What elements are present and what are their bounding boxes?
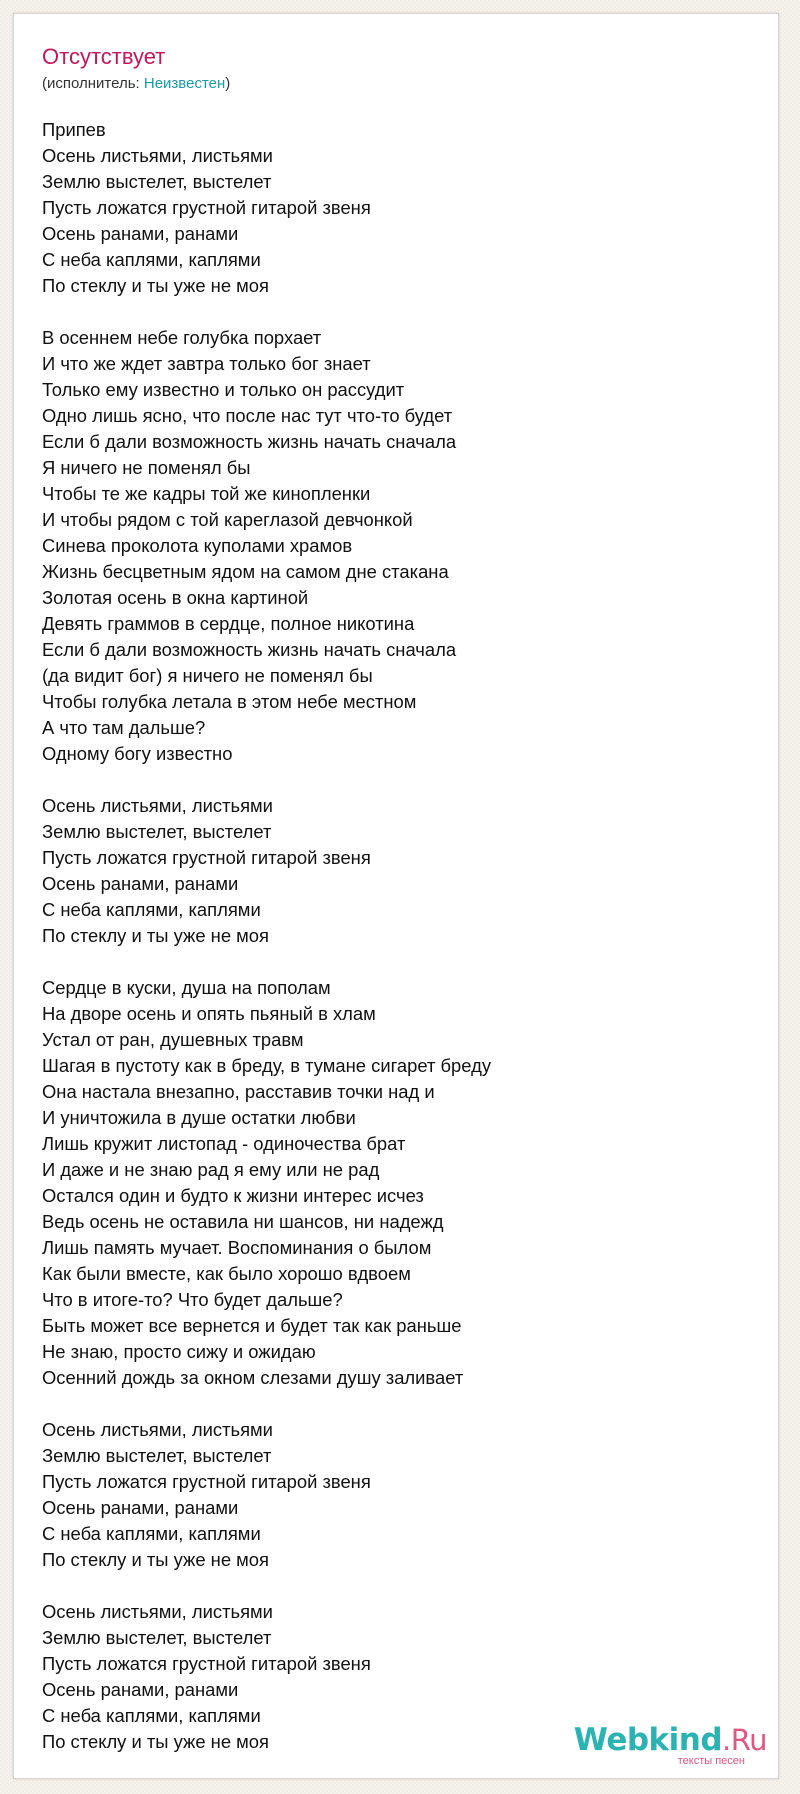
stanza-break xyxy=(42,299,762,325)
lyric-line: Пусть ложатся грустной гитарой звеня xyxy=(42,1471,371,1492)
lyric-line: На дворе осень и опять пьяный в хлам xyxy=(42,1003,376,1024)
lyric-line: С неба каплями, каплями xyxy=(42,899,261,920)
lyric-line: По стеклу и ты уже не моя xyxy=(42,925,269,946)
artist-line xyxy=(42,74,230,94)
lyric-line: По стеклу и ты уже не моя xyxy=(42,1549,269,1570)
webkind-logo[interactable] xyxy=(574,1723,767,1767)
song-title: Отсутствует xyxy=(42,44,166,69)
lyric-line: Осень ранами, ранами xyxy=(42,223,239,244)
lyric-line: И чтобы рядом с той кареглазой девчонкой xyxy=(42,509,413,530)
lyric-line: По стеклу и ты уже не моя xyxy=(42,1731,269,1752)
lyric-line: С неба каплями, каплями xyxy=(42,249,261,270)
stanza-break xyxy=(42,767,762,793)
lyric-line: Чтобы те же кадры той же кинопленки xyxy=(42,483,371,504)
lyric-line: Землю выстелет, выстелет xyxy=(42,821,272,842)
lyric-line: С неба каплями, каплями xyxy=(42,1523,261,1544)
lyric-line: Одно лишь ясно, что после нас тут что-то будет xyxy=(42,405,453,426)
lyric-line: Золотая осень в окна картиной xyxy=(42,587,309,608)
lyric-line: Припев xyxy=(42,119,106,140)
lyric-line: Осень листьями, листьями xyxy=(42,145,273,166)
lyric-line: Синева проколота куполами храмов xyxy=(42,535,353,556)
lyric-line: Осень ранами, ранами xyxy=(42,1497,239,1518)
lyric-line: Остался один и будто к жизни интерес исчез xyxy=(42,1185,424,1206)
logo-brand: Webkind xyxy=(573,1722,723,1758)
lyric-line: Осень ранами, ранами xyxy=(42,1679,239,1700)
lyric-line: Лишь память мучает. Воспоминания о былом xyxy=(42,1237,432,1258)
lyric-line: И уничтожила в душе остатки любви xyxy=(42,1107,356,1128)
lyric-line: Лишь кружит листопад - одиночества брат xyxy=(42,1133,406,1154)
logo-wordmark xyxy=(574,1723,767,1757)
stanza-break xyxy=(42,1573,762,1599)
lyrics-body xyxy=(42,117,762,1755)
stanza-break xyxy=(42,1391,762,1417)
lyric-line: Устал от ран, душевных травм xyxy=(42,1029,304,1050)
lyric-line: Как были вместе, как было хорошо вдвоем xyxy=(42,1263,411,1284)
logo-suffix: .Ru xyxy=(722,1723,767,1757)
lyric-line: Быть может все вернется и будет так как раньше xyxy=(42,1315,462,1336)
lyric-line: Шагая в пустоту как в бреду, в тумане сигарет бреду xyxy=(42,1055,492,1076)
lyric-line: И что же ждет завтра только бог знает xyxy=(42,353,371,374)
lyric-line: Осень листьями, листьями xyxy=(42,1601,273,1622)
lyric-line: Пусть ложатся грустной гитарой звеня xyxy=(42,1653,371,1674)
artist-link[interactable]: Неизвестен xyxy=(143,75,226,92)
lyric-line: И даже и не знаю рад я ему или не рад xyxy=(42,1159,380,1180)
lyric-line: Если б дали возможность жизнь начать сначала xyxy=(42,639,457,660)
logo-tagline: тексты песен xyxy=(677,1755,745,1767)
lyric-line: Сердце в куски, душа на пополам xyxy=(42,977,331,998)
lyric-line: А что там дальше? xyxy=(42,717,206,738)
lyric-line: Одному богу известно xyxy=(42,743,233,764)
lyric-line: Если б дали возможность жизнь начать сначала xyxy=(42,431,457,452)
lyric-line: В осеннем небе голубка порхает xyxy=(42,327,322,348)
lyric-line: По стеклу и ты уже не моя xyxy=(42,275,269,296)
lyric-line: Землю выстелет, выстелет xyxy=(42,1445,272,1466)
lyric-line: Осень листьями, листьями xyxy=(42,795,273,816)
lyric-line: Ведь осень не оставила ни шансов, ни надежд xyxy=(42,1211,444,1232)
lyric-line: Она настала внезапно, расставив точки над и xyxy=(42,1081,435,1102)
lyric-line: Только ему известно и только он рассудит xyxy=(42,379,405,400)
lyric-line: С неба каплями, каплями xyxy=(42,1705,261,1726)
lyric-line: Осенний дождь за окном слезами душу заливает xyxy=(42,1367,464,1388)
lyric-line: Осень ранами, ранами xyxy=(42,873,239,894)
artist-suffix: ) xyxy=(225,75,231,92)
lyrics-card xyxy=(13,13,779,1779)
lyric-line: Пусть ложатся грустной гитарой звеня xyxy=(42,847,371,868)
lyric-line: Девять граммов в сердце, полное никотина xyxy=(42,613,415,634)
lyric-line: Землю выстелет, выстелет xyxy=(42,1627,272,1648)
lyric-line: Не знаю, просто сижу и ожидаю xyxy=(42,1341,316,1362)
lyric-line: Пусть ложатся грустной гитарой звеня xyxy=(42,197,371,218)
lyric-line: (да видит бог) я ничего не поменял бы xyxy=(42,665,373,686)
stanza-break xyxy=(42,949,762,975)
lyric-line: Землю выстелет, выстелет xyxy=(42,171,272,192)
lyric-line: Чтобы голубка летала в этом небе местном xyxy=(42,691,417,712)
lyric-line: Я ничего не поменял бы xyxy=(42,457,251,478)
artist-prefix: (исполнитель: xyxy=(42,75,144,92)
lyric-line: Жизнь бесцветным ядом на самом дне стакана xyxy=(42,561,449,582)
lyric-line: Что в итоге-то? Что будет дальше? xyxy=(42,1289,343,1310)
lyric-line: Осень листьями, листьями xyxy=(42,1419,273,1440)
